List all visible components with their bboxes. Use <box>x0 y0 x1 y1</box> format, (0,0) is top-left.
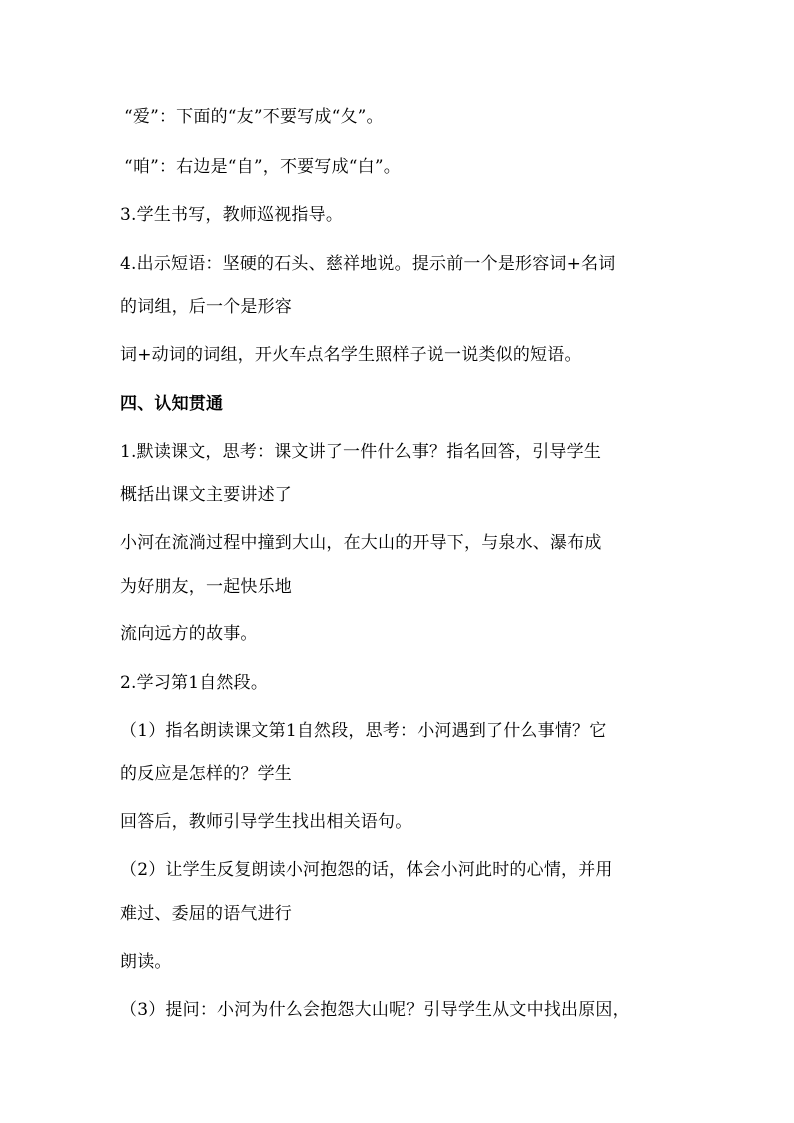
text-line-4: 4.出示短语：坚硬的石头、慈祥地说。提示前一个是形容词+名词 <box>120 254 616 274</box>
text-line-17: （2）让学生反复朗读小河抱怨的话，体会小河此时的心情，并用 <box>120 860 613 880</box>
text-line-14: （1）指名朗读课文第1自然段，思考：小河遇到了什么事情？它 <box>120 721 607 741</box>
text-line-9: 概括出课文主要讲述了 <box>120 485 292 505</box>
text-line-18: 难过、委屈的语气进行 <box>120 904 292 924</box>
section-heading: 四、认知贯通 <box>120 394 224 414</box>
text-line-19: 朗读。 <box>120 952 172 972</box>
text-line-1: “爱”：下面的“友”不要写成“夂”。 <box>124 107 384 127</box>
text-line-13: 2.学习第1自然段。 <box>120 673 269 693</box>
text-line-11: 为好朋友，一起快乐地 <box>120 577 292 597</box>
text-line-20: （3）提问：小河为什么会抱怨大山呢？引导学生从文中找出原因， <box>120 1000 630 1020</box>
text-line-2: “咱”：右边是“自”，不要写成“白”。 <box>124 157 401 177</box>
text-line-6: 词+动词的词组，开火车点名学生照样子说一说类似的短语。 <box>120 345 582 365</box>
text-line-15: 的反应是怎样的？学生 <box>120 764 292 784</box>
text-line-5: 的词组，后一个是形容 <box>120 297 292 317</box>
text-line-16: 回答后，教师引导学生找出相关语句。 <box>120 812 413 832</box>
text-line-3: 3.学生书写，教师巡视指导。 <box>120 205 344 225</box>
text-line-8: 1.默读课文，思考：课文讲了一件什么事？指名回答，引导学生 <box>120 442 602 462</box>
text-line-12: 流向远方的故事。 <box>120 624 258 644</box>
text-line-10: 小河在流淌过程中撞到大山，在大山的开导下，与泉水、瀑布成 <box>120 533 602 553</box>
